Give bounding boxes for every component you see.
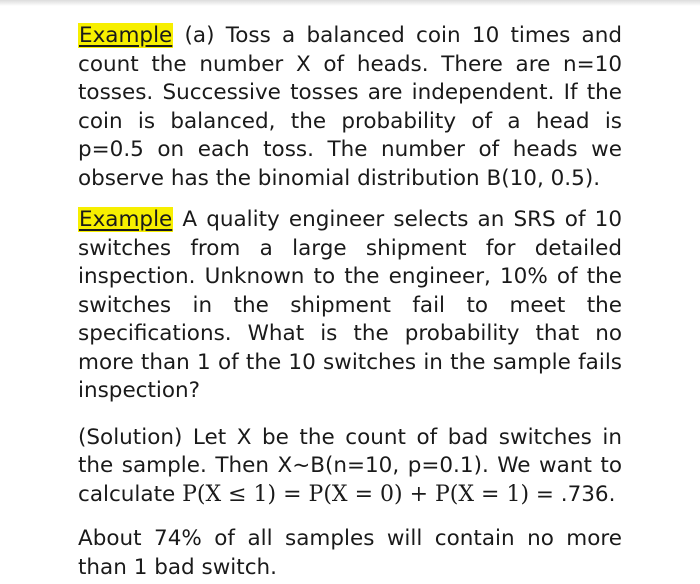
example-label-highlight: Example: [79, 207, 173, 232]
example-coin-text: (a) Toss a balanced coin 10 times and count the number X of heads. There are n=10 tosses. Successive tosses are independent. If the coin is balanced, the probability of a head is p=0.5 on each toss. The number of heads we observe has the binomial distribution B(10, 0.5).: [78, 23, 622, 191]
solution-result: = .736.: [529, 481, 616, 507]
conclusion-text: About 74% of all samples will contain no more than 1 bad switch.: [78, 526, 622, 580]
solution-paragraph: [78, 424, 622, 510]
example-switch-paragraph: [78, 206, 622, 406]
conclusion-paragraph: [78, 525, 622, 582]
example-switch-text: A quality engineer selects an SRS of 10 switches from a large shipment for detailed inspection. Unknown to the engineer, 10% of the switches in the shipment fail to meet the specifications. What is the probability that no more than 1 of the 10 switches in the sample fails inspection?: [78, 207, 622, 403]
example-coin-paragraph: [78, 22, 622, 193]
solution-text: (Solution) Let X be the count of bad switches in the sample. Then X~B(n=10, p=0.1). We want to calculate: [78, 424, 622, 507]
page-top-shadow: [0, 0, 700, 6]
probability-formula: P(X ≤ 1) = P(X = 0) + P(X = 1): [182, 481, 530, 507]
document-page: [78, 22, 622, 582]
example-label-highlight: Example: [79, 23, 173, 48]
